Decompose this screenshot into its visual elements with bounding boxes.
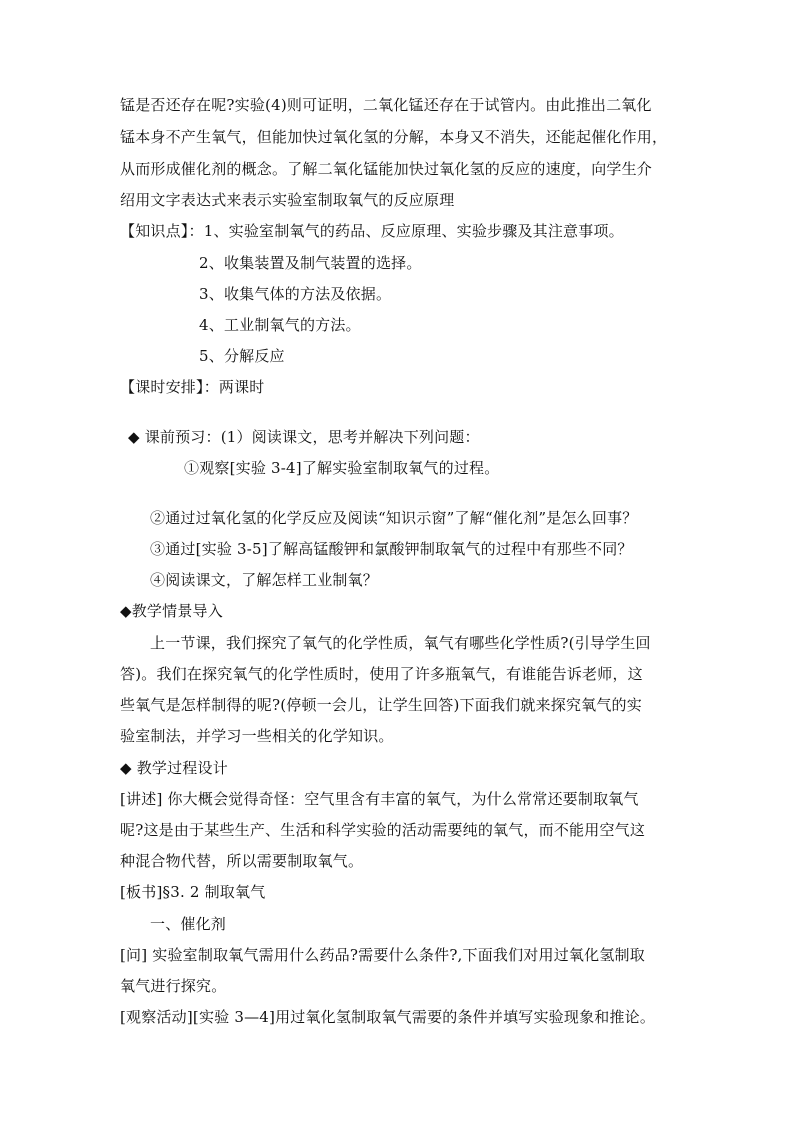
preview-item-1: ①观察[实验 3-4]了解实验室制取氧气的过程。: [184, 459, 500, 477]
scenario-heading: ◆教学情景导入: [120, 602, 223, 620]
intro-line-4: 绍用文字表达式来表示实验室制取氧气的反应原理: [120, 191, 455, 209]
scenario-line-4: 验室制法，并学习一些相关的化学知识。: [120, 727, 394, 745]
observe-line: [观察活动][实验 3—4]用过氧化氢制取氧气需要的条件并填写实验现象和推论。: [120, 1008, 656, 1026]
lecture-line-2: 呢?这是由于某些生产、生活和科学实验的活动需要纯的氧气，而不能用空气这: [120, 821, 646, 839]
lecture-line-3: 种混合物代替，所以需要制取氧气。: [120, 852, 364, 870]
section-title: 一、催化剂: [150, 915, 227, 933]
knowledge-item-5: 5、分解反应: [199, 347, 285, 365]
question-line-1: [问] 实验室制取氧气需用什么药品?需要什么条件?,下面我们对用过氧化氢制取: [120, 946, 645, 964]
lecture-line-1: [讲述] 你大概会觉得奇怪：空气里含有丰富的氧气，为什么常常还要制取氧气: [120, 790, 639, 808]
scenario-line-1: 上一节课，我们探究了氧气的化学性质，氧气有哪些化学性质?(引导学生回: [150, 634, 651, 652]
process-heading: ◆ 教学过程设计: [120, 759, 228, 777]
schedule-line: 【课时安排】：两课时: [120, 378, 265, 396]
question-line-2: 氧气进行探究。: [120, 977, 227, 995]
preview-heading: ◆ 课前预习：(1）阅读课文，思考并解决下列问题：: [128, 428, 480, 446]
knowledge-item-2: 2、收集装置及制气装置的选择。: [199, 254, 422, 272]
knowledge-item-4: 4、工业制氧气的方法。: [199, 316, 361, 334]
scenario-line-2: 答)。我们在探究氧气的化学性质时，使用了许多瓶氧气，有谁能告诉老师，这: [120, 665, 643, 683]
intro-line-3: 从而形成催化剂的概念。了解二氧化锰能加快过氧化氢的反应的速度，向学生介: [120, 160, 653, 178]
scenario-line-3: 些氧气是怎样制得的呢?(停顿一会儿，让学生回答)下面我们就来探究氧气的实: [120, 696, 642, 714]
intro-line-2: 锰本身不产生氧气，但能加快过氧化氢的分解，本身又不消失，还能起催化作用，: [120, 128, 668, 146]
knowledge-heading: 【知识点】：1、实验室制氧气的药品、反应原理、实验步骤及其注意事项。: [120, 222, 624, 240]
board-line: [板书]§3. 2 制取氧气: [120, 883, 266, 901]
preview-item-2: ②通过过氧化氢的化学反应及阅读“知识示窗”了解“催化剂”是怎么回事？: [150, 509, 638, 527]
preview-item-3: ③通过[实验 3-5]了解高锰酸钾和氯酸钾制取氧气的过程中有那些不同？: [150, 540, 633, 558]
knowledge-item-3: 3、收集气体的方法及依据。: [199, 285, 392, 303]
preview-item-4: ④阅读课文，了解怎样工业制氧？: [150, 571, 379, 589]
intro-line-1: 锰是否还存在呢?实验(4)则可证明，二氧化锰还存在于试管内。由此推出二氧化: [120, 96, 652, 114]
